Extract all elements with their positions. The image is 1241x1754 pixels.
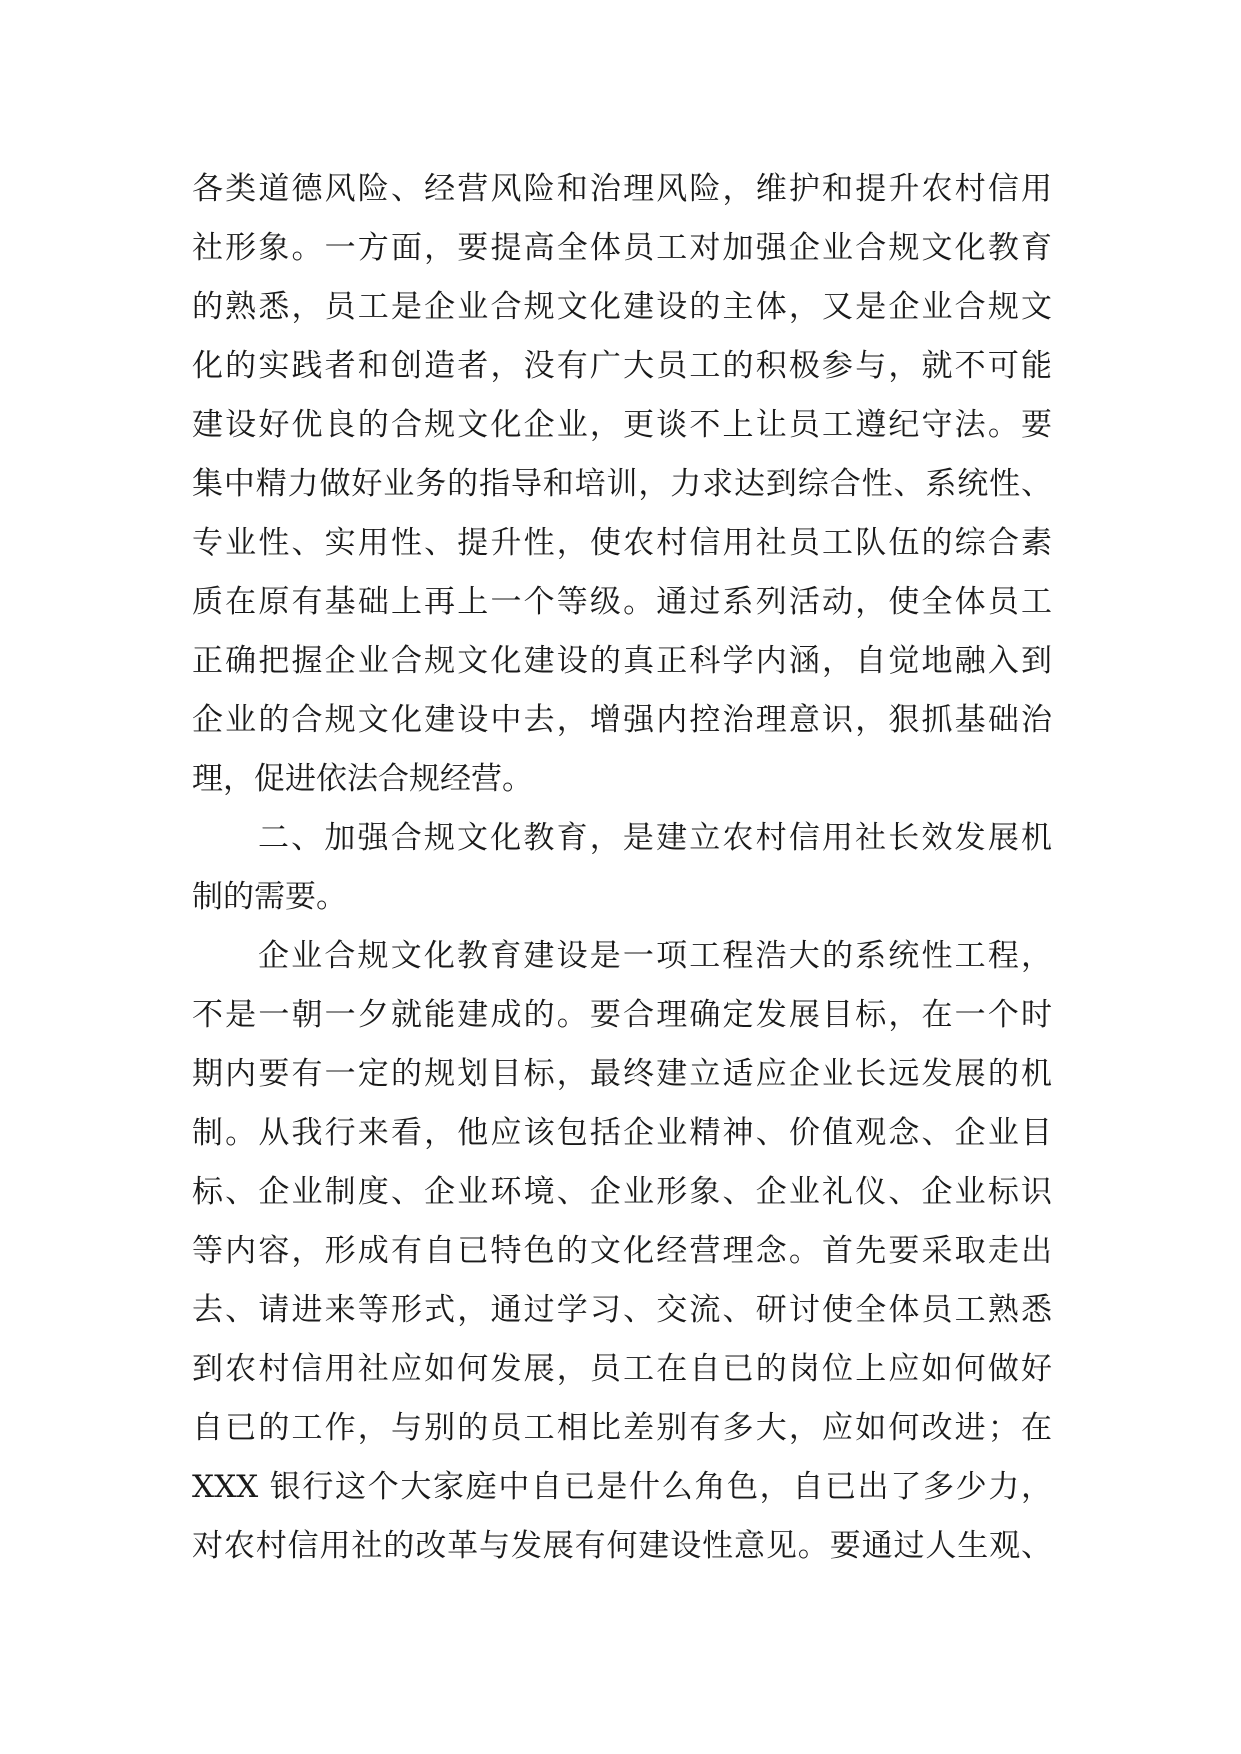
text-line: 制。从我行来看，他应该包括企业精神、价值观念、企业目 [192,1115,1052,1151]
text-line: 专业性、实用性、提升性，使农村信用社员工队伍的综合素 [192,525,1052,561]
text-line: 企业的合规文化建设中去，增强内控治理意识，狠抓基础治 [192,702,1052,738]
body-text [192,160,1052,1576]
text-line: 不是一朝一夕就能建成的。要合理确定发展目标，在一个时 [192,997,1052,1033]
text-line: XXX 银行这个大家庭中自已是什么角色，自已出了多少力， [192,1469,1052,1505]
text-line: 社形象。一方面，要提高全体员工对加强企业合规文化教育 [192,230,1052,266]
text-line: 集中精力做好业务的指导和培训，力求达到综合性、系统性、 [192,466,1052,502]
text-line: 质在原有基础上再上一个等级。通过系列活动，使全体员工 [192,584,1052,620]
text-line: 制的需要。 [192,879,347,915]
text-line: 自已的工作，与别的员工相比差别有多大，应如何改进；在 [192,1410,1052,1446]
text-line: 化的实践者和创造者，没有广大员工的积极参与，就不可能 [192,348,1052,384]
text-line: 各类道德风险、经营风险和治理风险，维护和提升农村信用 [192,171,1052,207]
text-line: 企业合规文化教育建设是一项工程浩大的系统性工程， [258,938,1052,974]
text-line: 理，促进依法合规经营。 [192,761,533,797]
text-line: 对农村信用社的改革与发展有何建设性意见。要通过人生观、 [192,1528,1052,1564]
text-line: 二、加强合规文化教育，是建立农村信用社长效发展机 [258,820,1052,856]
text-line: 建设好优良的合规文化企业，更谈不上让员工遵纪守法。要 [192,407,1052,443]
text-line: 的熟悉，员工是企业合规文化建设的主体，又是企业合规文 [192,289,1052,325]
text-line: 等内容，形成有自已特色的文化经营理念。首先要采取走出 [192,1233,1052,1269]
text-line: 到农村信用社应如何发展，员工在自已的岗位上应如何做好 [192,1351,1052,1387]
text-line: 去、请进来等形式，通过学习、交流、研讨使全体员工熟悉 [192,1292,1052,1328]
text-line: 期内要有一定的规划目标，最终建立适应企业长远发展的机 [192,1056,1052,1092]
text-line: 标、企业制度、企业环境、企业形象、企业礼仪、企业标识 [192,1174,1052,1210]
text-line: 正确把握企业合规文化建设的真正科学内涵，自觉地融入到 [192,643,1052,679]
